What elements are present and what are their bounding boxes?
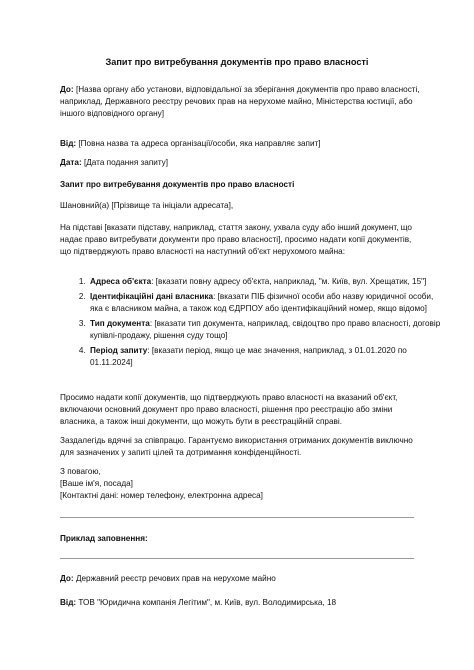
item-label: Період запиту xyxy=(90,346,148,355)
closing-regards: З повагою, xyxy=(60,467,101,476)
example-to-paragraph xyxy=(60,573,420,585)
from-paragraph xyxy=(60,138,420,150)
list-item xyxy=(88,291,443,315)
item-label: Тип документа xyxy=(90,319,150,328)
item-label: Адреса об'єкта xyxy=(90,277,152,286)
item-text: : [вказати період, якщо це має значення, наприклад, з 01.01.2020 по 01.11.2024] xyxy=(90,346,407,367)
subject-line: Запит про витребування документів про право власності xyxy=(60,180,295,189)
document-title: Запит про витребування документів про право власності xyxy=(105,57,369,67)
item-text: : [вказати ПІБ фізичної особи або назву юридичної особи, яка є власником майна, а також код ЄДРПОУ або ідентифікаційний номер, якщо відомо] xyxy=(90,292,434,313)
item-label: Ідентифікаційні дані власника xyxy=(90,292,214,301)
example-from-text: ТОВ "Юридична компанія Легітим", м. Київ, вул. Володимирська, 18 xyxy=(76,598,337,607)
to-paragraph xyxy=(60,84,420,120)
list-item xyxy=(88,318,443,342)
example-from-paragraph xyxy=(60,597,440,609)
greeting: Шановний(а) [Прізвище та ініціали адресата], xyxy=(60,201,234,210)
example-heading: Приклад заповнення: xyxy=(60,534,148,543)
to-text: [Назва органу або установи, відповідальної за зберігання документів про право власності, наприклад, Державного реєстру речових прав на нерухоме майно, Міністерства юстиції, або іншого відповідного органу] xyxy=(60,85,420,118)
item-text: : [вказати тип документа, наприклад, свідоцтво про право власності, договір купівлі-продажу, рішення суду тощо] xyxy=(90,319,441,340)
signer-contacts: [Контактні дані: номер телефону, електронна адреса] xyxy=(60,491,263,500)
property-details-list xyxy=(60,276,443,372)
from-label: Від: xyxy=(60,139,77,148)
example-to-label: До: xyxy=(60,574,74,583)
thanks-paragraph: Заздалегідь вдячні за співпрацю. Гарантуємо використання отриманих документів виключно для зазначених у запиті цілей та дотримання конфіденційності. xyxy=(60,436,413,457)
date-text: [Дата подання запиту] xyxy=(81,158,169,167)
example-to-text: Державний реєстр речових прав на нерухоме майно xyxy=(73,574,276,583)
date-label: Дата: xyxy=(60,158,82,167)
closing-block xyxy=(60,466,420,502)
divider xyxy=(60,517,414,518)
to-label: До: xyxy=(60,85,74,94)
divider xyxy=(60,558,414,559)
list-item xyxy=(88,345,443,369)
list-item xyxy=(88,276,443,288)
intro-paragraph: На підставі [вказати підставу, наприклад, стаття закону, ухвала суду або інший документ, що надає право витребувати документи про право власності], просимо надати копії документів, що підтверджують право власності на наступний об'єкт нерухомого майна: xyxy=(60,223,412,256)
item-text: : [вказати повну адресу об'єкта, наприклад, "м. Київ, вул. Хрещатик, 15"] xyxy=(151,277,427,286)
from-text: [Повна назва та адреса організації/особи, яка направляє запит] xyxy=(76,139,321,148)
date-paragraph xyxy=(60,157,420,169)
request-paragraph: Просимо надати копії документів, що підтверджують право власності на вказаний об'єкт, включаючи основний документ про право власності, рішення про реєстрацію або зміни власника, а також інші документи, що можуть бути в реєстраційній справі. xyxy=(60,393,398,426)
example-from-label: Від: xyxy=(60,598,77,607)
signer-name: [Ваше ім'я, посада] xyxy=(60,479,133,488)
